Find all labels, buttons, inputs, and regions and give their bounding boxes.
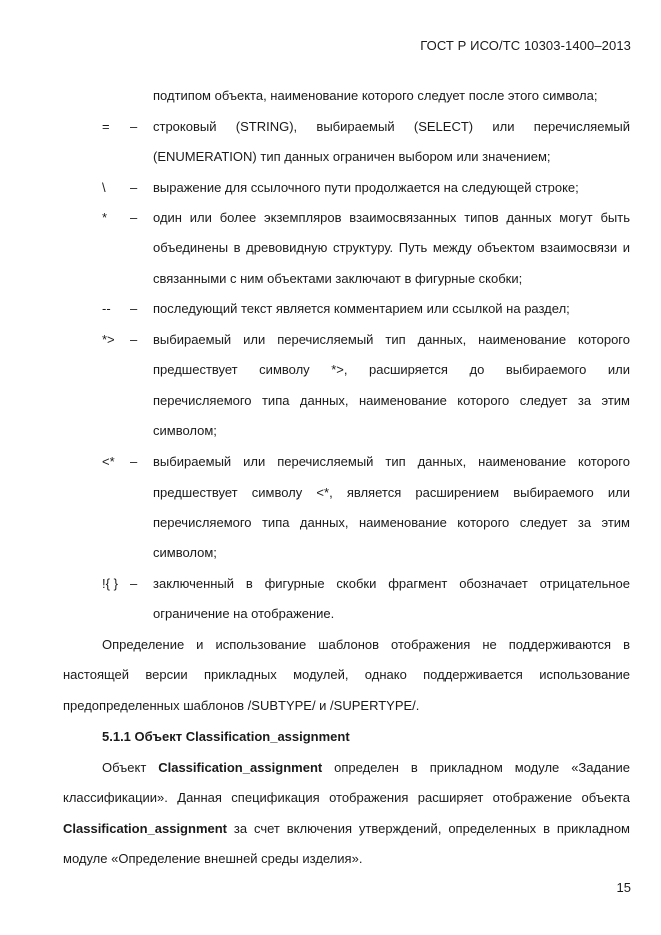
list-dash: – <box>130 210 138 225</box>
list-symbol: = <box>102 119 110 134</box>
list-dash: – <box>130 119 138 134</box>
text-line: выбираемый или перечисляемый тип данных, наименование которого <box>153 454 630 469</box>
text-line: один или более экземпляров взаимосвязанных типов данных могут быть <box>153 210 630 225</box>
text-line: символом; <box>153 545 217 560</box>
text-line: ограничение на отображение. <box>153 606 335 621</box>
text-line: объединены в древовидную структуру. Путь между объектом взаимосвязи и <box>153 240 630 255</box>
list-dash: – <box>130 332 138 347</box>
text-line: предшествует символу <*, является расширением выбираемого или <box>153 485 630 500</box>
running-header: ГОСТ Р ИСО/ТС 10303-1400–2013 <box>420 38 631 53</box>
text-line: строковый (STRING), выбираемый (SELECT) или перечисляемый <box>153 119 630 134</box>
text-line: подтипом объекта, наименование которого следует после этого символа; <box>153 88 598 103</box>
page-number: 15 <box>616 880 631 895</box>
text-line: предшествует символу *>, расширяется до выбираемого или <box>153 362 630 377</box>
text-line: перечисляемого типа данных, наименование которого следует за этим <box>153 393 630 408</box>
list-symbol: <* <box>102 454 115 469</box>
section-heading: 5.1.1 Объект Classification_assignment <box>102 729 350 744</box>
list-symbol: !{ } <box>102 576 118 591</box>
text-line: последующий текст является комментарием или ссылкой на раздел; <box>153 301 570 316</box>
text-line: заключенный в фигурные скобки фрагмент обозначает отрицательное <box>153 576 630 591</box>
paragraph-line: настоящей версии прикладных модулей, однако поддерживается использование <box>63 667 630 682</box>
text-line: связанными с ним объектами заключают в фигурные скобки; <box>153 271 523 286</box>
text-line: перечисляемого типа данных, наименование которого следует за этим <box>153 515 630 530</box>
paragraph-line: Объект Classification_assignment определен в прикладном модуле «Задание <box>102 760 630 775</box>
text-line: (ENUMERATION) тип данных ограничен выбором или значением; <box>153 149 551 164</box>
paragraph-line: Определение и использование шаблонов отображения не поддерживаются в <box>102 637 630 652</box>
paragraph-line: предопределенных шаблонов /SUBTYPE/ и /SUPERTYPE/. <box>63 698 420 713</box>
list-dash: – <box>130 454 138 469</box>
list-dash: – <box>130 301 138 316</box>
paragraph-line: модуле «Определение внешней среды изделия». <box>63 851 363 866</box>
paragraph-line: Classification_assignment за счет включения утверждений, определенных в прикладном <box>63 821 630 836</box>
text-line: символом; <box>153 423 217 438</box>
text-line: выражение для ссылочного пути продолжается на следующей строке; <box>153 180 579 195</box>
list-symbol: *> <box>102 332 115 347</box>
list-symbol: \ <box>102 180 106 195</box>
list-symbol: * <box>102 210 108 225</box>
list-dash: – <box>130 576 138 591</box>
list-symbol: -- <box>102 301 111 316</box>
text-line: выбираемый или перечисляемый тип данных, наименование которого <box>153 332 630 347</box>
list-dash: – <box>130 180 138 195</box>
paragraph-line: классификации». Данная спецификация отображения расширяет отображение объекта <box>63 790 630 805</box>
